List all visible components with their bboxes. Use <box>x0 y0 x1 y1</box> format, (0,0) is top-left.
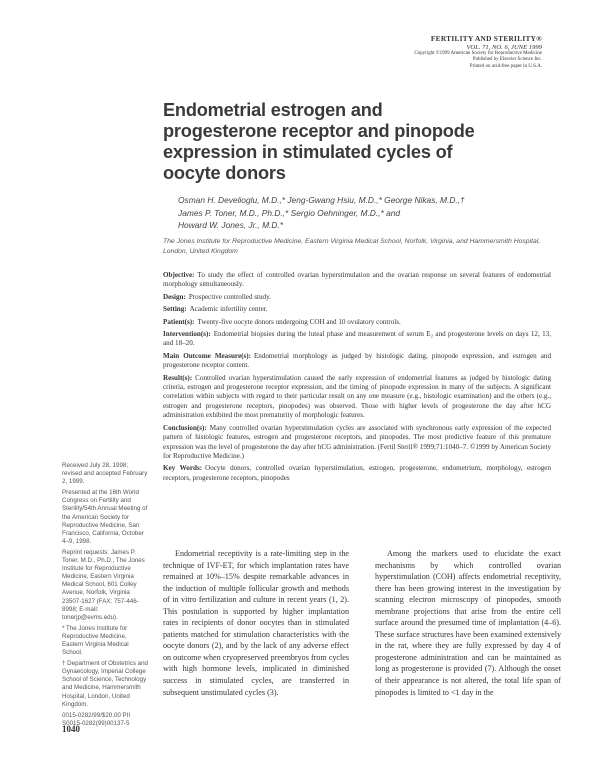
abstract-text: Prospective controlled study. <box>188 292 271 301</box>
abstract-keywords <box>163 464 551 483</box>
abstract-patients <box>163 318 551 327</box>
affiliation-footnote: † Department of Obstetrics and Gynaecology, Imperial College School of Science, Technology and Medicine, Hammersmith Hospital, London, United Kingdom. <box>62 660 148 708</box>
abstract-label: Intervention(s): <box>163 330 211 339</box>
body-column-right <box>375 548 561 698</box>
journal-volume: VOL. 71, NO. 6, JUNE 1999 <box>466 44 542 51</box>
abstract-label: Patient(s): <box>163 317 195 326</box>
abstract-text: Many controlled ovarian hyperstimulation cycles are associated with synchronous early expression of the expected pattern of histologic features, estrogen and progesterone receptors, and pinopodes. The most predictive feature of this premature expression was the level of progesterone the day after hCG administration. (Fertil Steril® 1999;71:1040–7. ©1999 by American Society for Reproductive Medicine.) <box>163 423 551 460</box>
reprint-requests-note: Reprint requests: James P. Toner, M.D., Ph.D., The Jones Institute for Reproductive Medicine, Eastern Virginia Medical School, 601 Colley Avenue, Norfolk, Virginia 23507-1627 (FAX: 757-446-8998; E-mail: tonerjp@evms.edu). <box>62 548 145 621</box>
paper-line: Printed on acid-free paper in U.S.A. <box>469 63 542 69</box>
abstract-label: Key Words: <box>163 464 203 473</box>
abstract-outcome-measures <box>163 352 551 371</box>
abstract-objective <box>163 271 551 290</box>
received-note: Received July 28, 1998; revised and accepted February 2, 1999. <box>62 462 148 486</box>
abstract-text: To study the effect of controlled ovarian hyperstimulation and the ovarian response on several features of endometrial morphology simultaneously. <box>163 271 551 289</box>
abstract-text: Twenty-five oocyte donors undergoing COH and 10 ovulatory controls. <box>197 317 401 326</box>
abstract-label: Setting: <box>163 305 187 314</box>
abstract-design <box>163 293 551 302</box>
abstract-label: Main Outcome Measure(s): <box>163 351 251 360</box>
publisher-line: Published by Elsevier Science Inc. <box>472 57 542 63</box>
article-sidenotes <box>62 462 148 731</box>
journal-name: FERTILITY AND STERILITY® <box>430 34 542 43</box>
abstract-text: Controlled ovarian hyperstimulation caused the early expression of endometrial features as judged by histologic dating criteria, estrogen and progesterone receptor expression, and the timing of pinopode expression in many of the subjects. A significant correlation within subjects with regard to their particular result on any one measure (e.g., histologic examination) and the others (e.g., estrogen and progesterone receptors, pinopodes) was observed. Those with higher levels of progesterone the day after hCG administration exhibited the most prematurity of morphologic features. <box>163 373 551 420</box>
abstract-setting <box>163 305 551 314</box>
presented-note: Presented at the 16th World Congress on Fertility and Sterility/54th Annual Meeting of the American Society for Reproductive Medicine, San Francisco, California, October 4–9, 1998. <box>62 489 148 545</box>
abstract-text: Academic infertility center. <box>189 305 268 314</box>
abstract-label: Objective: <box>163 271 195 279</box>
abstract-interventions <box>163 330 551 349</box>
abstract-text: Endometrial biopsies during the luteal phase and measurement of serum E₂ and progesterone levels on days 12, 13, and 18–20. <box>163 330 551 348</box>
abstract-label: Result(s): <box>163 373 193 382</box>
body-column-left <box>163 548 349 698</box>
author-line: James P. Toner, M.D., Ph.D.,* Sergio Oehninger, M.D.,* and <box>178 207 401 218</box>
abstract <box>163 271 551 486</box>
abstract-label: Conclusion(s): <box>163 423 207 432</box>
affiliation: The Jones Institute for Reproductive Medicine, Eastern Virginia Medical School, Norfolk, Virginia, and Hammersmith Hospital, London, United Kingdom <box>163 238 541 255</box>
abstract-text: Endometrial morphology as judged by histologic dating, pinopode expression, and estrogen and progesterone receptor content. <box>163 351 551 370</box>
pii-note: 0015-0282/99/$20.00 PII S0015-0282(99)00137-5 <box>62 711 131 727</box>
body-paragraph: Among the markers used to elucidate the exact mechanisms by which controlled ovarian hyperstimulation (COH) affects endometrial receptivity, there has been growing interest in the investigation by scanning electron microscopy of pinopodes, smooth membrane projections that arise from the entire cell surface around the presumed time of implantation (4–6). These surface structures have been examined extensively in the rat, where they are fully expressed by day 4 of progesterone administration and can be maintained as long as progesterone is provided (7). Although the onset of their appearance is not altered, the total life span of pinopodes is limited to <1 day in the <box>375 549 561 697</box>
article-title: Endometrial estrogen and progesterone receptor and pinopode expression in stimulated cycles of oocyte donors <box>163 100 475 183</box>
page-number: 1040 <box>62 724 80 734</box>
journal-header <box>282 34 542 70</box>
author-line: Osman H. Develioglu, M.D.,* Jeng-Gwang Hsiu, M.D.,* George Nikas, M.D.,† <box>178 195 465 205</box>
abstract-label: Design: <box>163 292 186 301</box>
abstract-text: Oocyte donors, controlled ovarian hyperstimulation, estrogen, progesterone, endometrium, morphology, estrogen receptors, progesterone receptors, pinopodes <box>163 464 551 482</box>
copyright-line: Copyright ©1999 American Society for Reproductive Medicine <box>414 51 542 56</box>
body-paragraph: Endometrial receptivity is a rate-limiting step in the technique of IVF-ET, for which implantation rates have remained at 10%–15% despite remarkable advances in the induction of multiple follicular growth and methods of in vitro fertilization and culture in recent years (1, 2). This postulation is supported by higher implantation rates in recipients of donor oocytes than in stimulated patients matched for stimulation characteristics with the oocyte donors (2), and by the lack of any adverse effect on outcome when cryopreserved preembryos from cycles with high hormone levels, implicated in diminished success in stimulated cycles, are transferred in subsequent unstimulated cycles (3). <box>163 549 349 697</box>
abstract-conclusions <box>163 424 551 462</box>
author-line: Howard W. Jones, Jr., M.D.* <box>178 220 284 230</box>
author-list <box>178 194 558 232</box>
abstract-results <box>163 374 551 421</box>
affiliation-footnote: * The Jones Institute for Reproductive Medicine, Eastern Virginia Medical School. <box>62 624 129 657</box>
